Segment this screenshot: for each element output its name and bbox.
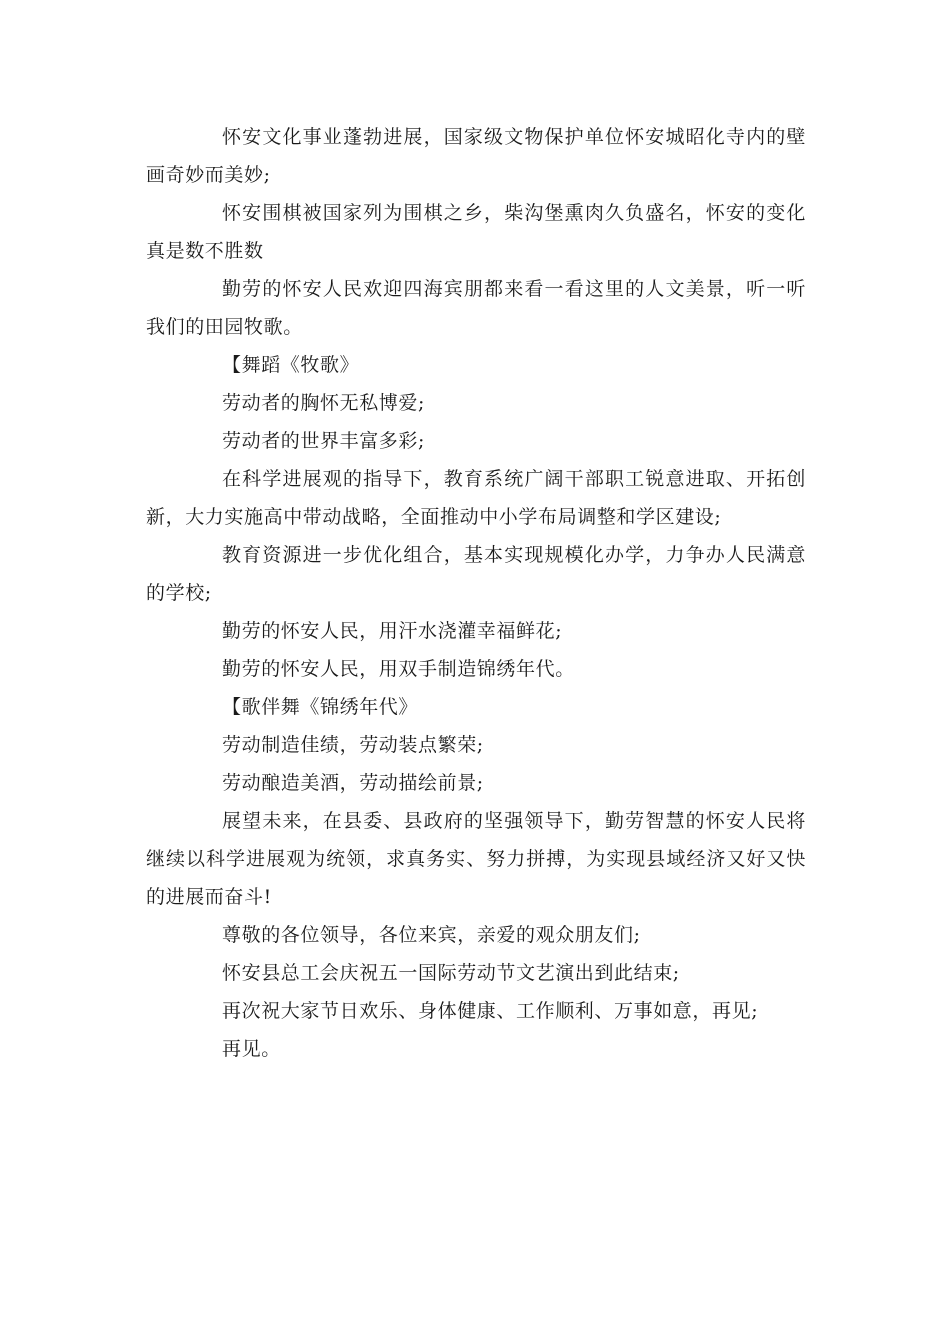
paragraph-15: 尊敬的各位领导，各位来宾，亲爱的观众朋友们; — [222, 924, 641, 946]
paragraph-14: 展望未来，在县委、县政府的坚强领导下，勤劳智慧的怀安人民将继续以科学进展观为统领，求真务实、努力拼搏，为实现县域经济又好又快的进展而奋斗! — [146, 810, 806, 908]
paragraph-3: 勤劳的怀安人民欢迎四海宾朋都来看一看这里的人文美景，听一听我们的田园牧歌。 — [146, 278, 806, 338]
paragraph-5: 劳动者的胸怀无私博爱; — [222, 392, 426, 414]
paragraph-16: 怀安县总工会庆祝五一国际劳动节文艺演出到此结束; — [222, 962, 680, 984]
paragraph-12: 劳动制造佳绩，劳动装点繁荣; — [222, 734, 484, 756]
section-heading-song-dance: 【歌伴舞《锦绣年代》 — [222, 696, 419, 718]
paragraph-18: 再见。 — [222, 1038, 281, 1060]
paragraph-6: 劳动者的世界丰富多彩; — [222, 430, 426, 452]
section-heading-dance: 【舞蹈《牧歌》 — [222, 354, 360, 376]
paragraph-2: 怀安围棋被国家列为围棋之乡，柴沟堡熏肉久负盛名，怀安的变化真是数不胜数 — [146, 202, 806, 262]
paragraph-17: 再次祝大家节日欢乐、身体健康、工作顺利、万事如意，再见; — [222, 1000, 759, 1022]
paragraph-7: 在科学进展观的指导下，教育系统广阔干部职工锐意进取、开拓创新，大力实施高中带动战略，全面推动中小学布局调整和学区建设; — [146, 468, 806, 528]
paragraph-9: 勤劳的怀安人民，用汗水浇灌幸福鲜花; — [222, 620, 563, 642]
document-page — [146, 118, 806, 1068]
paragraph-10: 勤劳的怀安人民，用双手制造锦绣年代。 — [222, 658, 575, 680]
paragraph-13: 劳动酿造美酒，劳动描绘前景; — [222, 772, 484, 794]
paragraph-8: 教育资源进一步优化组合，基本实现规模化办学，力争办人民满意的学校; — [146, 544, 806, 604]
paragraph-1: 怀安文化事业蓬勃进展，国家级文物保护单位怀安城昭化寺内的壁画奇妙而美妙; — [146, 126, 806, 186]
